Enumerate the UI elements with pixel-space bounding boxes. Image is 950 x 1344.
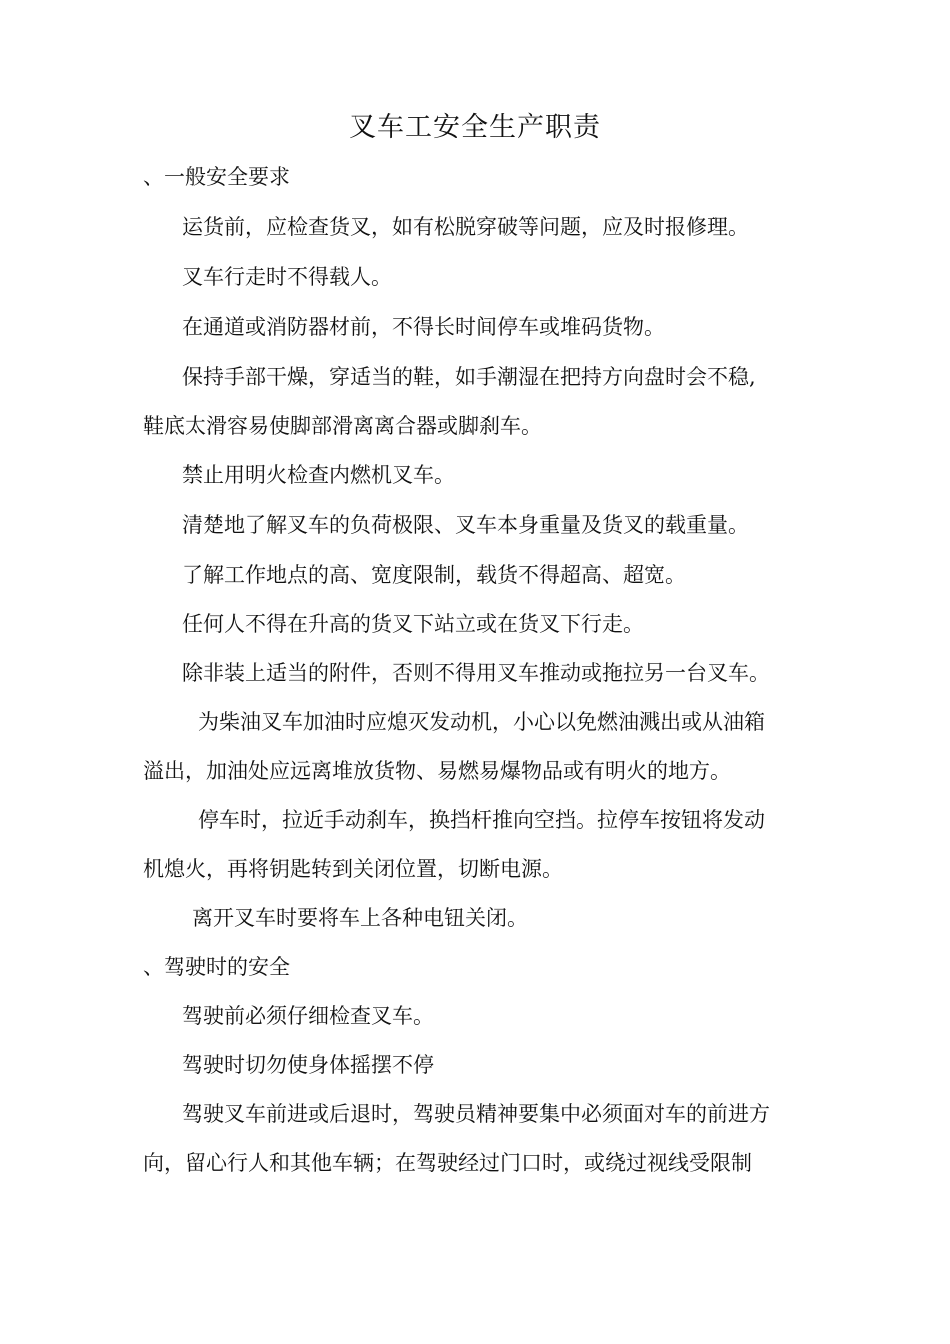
- paragraph-line: 清楚地了解叉车的负荷极限、叉车本身重量及货叉的载重量。: [182, 513, 749, 537]
- paragraph-line: 任何人不得在升高的货叉下站立或在货叉下行走。: [182, 612, 644, 636]
- section-heading: 、一般安全要求: [143, 165, 290, 189]
- paragraph-line: 除非装上适当的附件，否则不得用叉车推动或拖拉另一台叉车。: [182, 661, 770, 685]
- paragraph-line: 保持手部干燥，穿适当的鞋，如手潮湿在把持方向盘时会不稳,: [182, 365, 756, 389]
- paragraph-line: 鞋底太滑容易使脚部滑离离合器或脚刹车。: [143, 414, 542, 438]
- paragraph-line: 为柴油叉车加油时应熄灭发动机，小心以免燃油溅出或从油箱: [198, 710, 765, 734]
- paragraph-line: 驾驶前必须仔细检查叉车。: [182, 1004, 434, 1028]
- paragraph-line: 叉车行走时不得载人。: [182, 265, 392, 289]
- paragraph-line: 离开叉车时要将车上各种电钮关闭。: [192, 906, 528, 930]
- paragraph-line: 禁止用明火检查内燃机叉车。: [182, 463, 455, 487]
- paragraph-line: 溢出，加油处应远离堆放货物、易燃易爆物品或有明火的地方。: [143, 759, 731, 783]
- paragraph-line: 驾驶叉车前进或后退时，驾驶员精神要集中必须面对车的前进方: [182, 1102, 770, 1126]
- section-heading: 、驾驶时的安全: [143, 955, 290, 979]
- paragraph-line: 向，留心行人和其他车辆；在驾驶经过门口时，或绕过视线受限制: [143, 1151, 752, 1175]
- paragraph-line: 驾驶时切勿使身体摇摆不停: [182, 1053, 434, 1077]
- document-title: 叉车工安全生产职责: [349, 112, 601, 143]
- paragraph-line: 机熄火，再将钥匙转到关闭位置，切断电源。: [143, 857, 563, 881]
- paragraph-line: 在通道或消防器材前，不得长时间停车或堆码货物。: [182, 315, 665, 339]
- paragraph-line: 运货前，应检查货叉，如有松脱穿破等问题，应及时报修理。: [182, 215, 749, 239]
- paragraph-line: 了解工作地点的高、宽度限制，载货不得超高、超宽。: [182, 563, 686, 587]
- paragraph-line: 停车时，拉近手动刹车，换挡杆推向空挡。拉停车按钮将发动: [198, 808, 765, 832]
